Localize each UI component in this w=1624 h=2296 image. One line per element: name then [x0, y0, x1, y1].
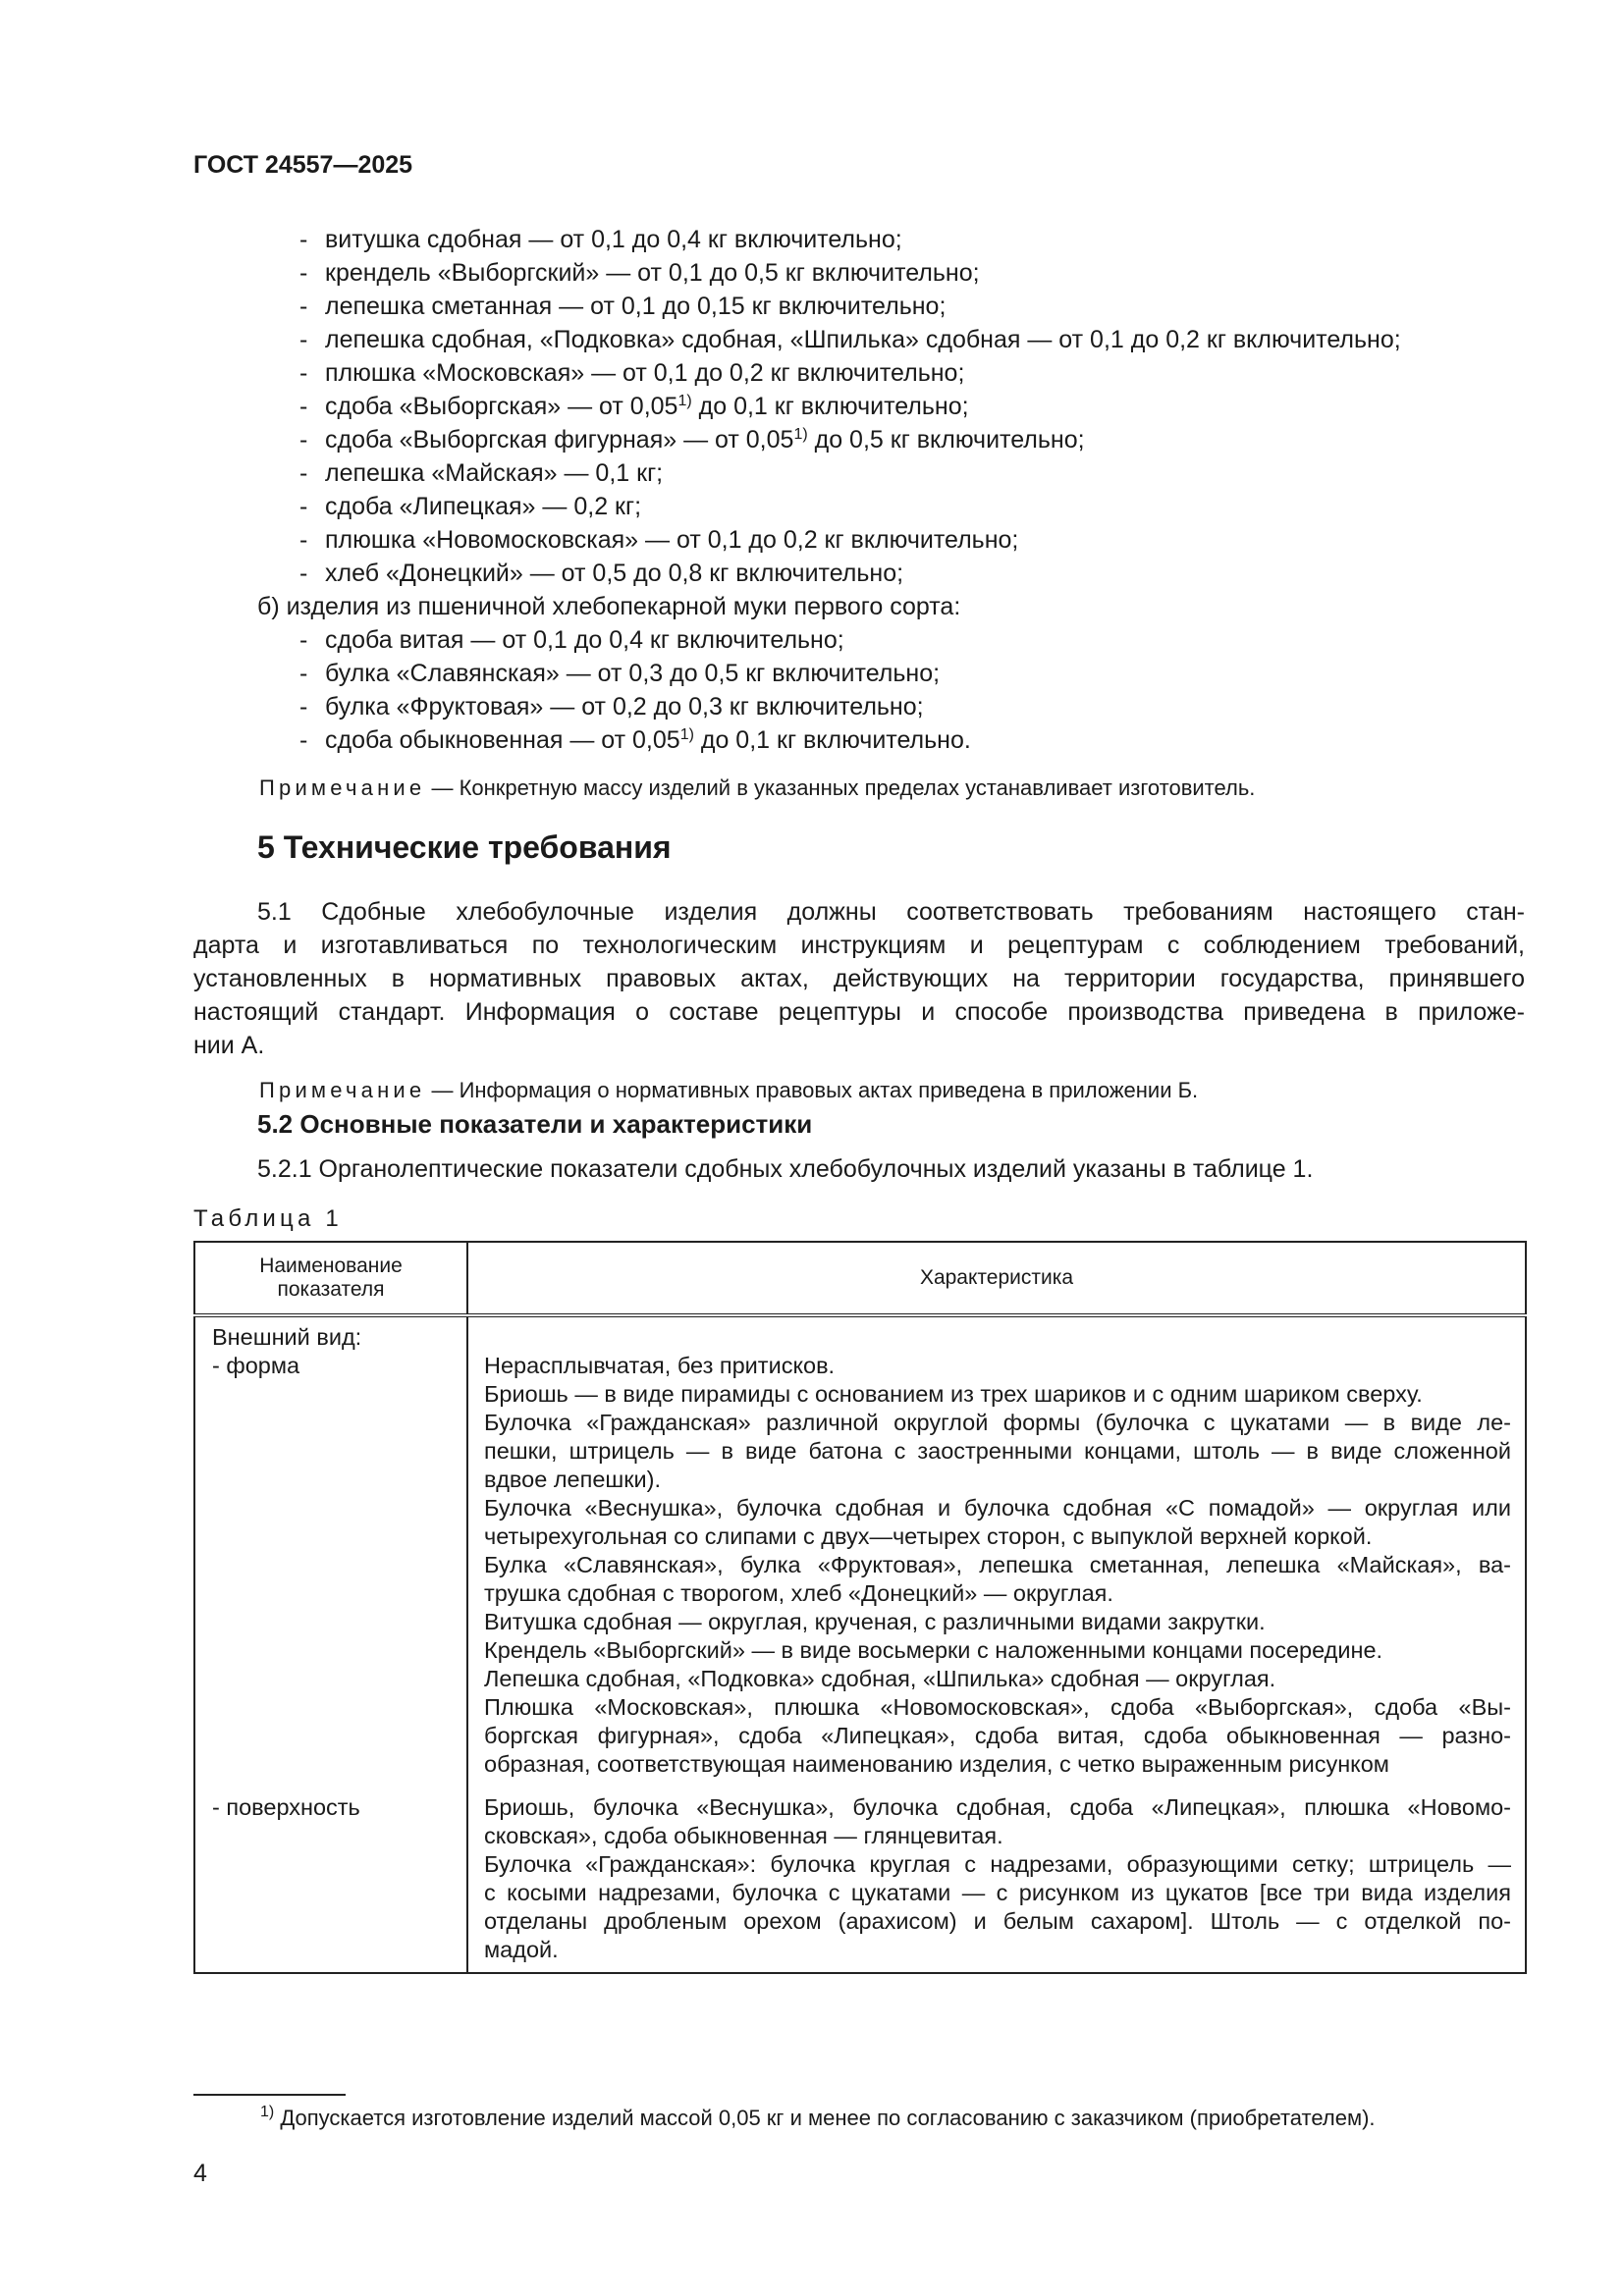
bullet-dash: - — [299, 726, 308, 754]
bullet-dash: - — [299, 426, 308, 454]
list-item — [299, 393, 969, 421]
footnote-mark: 1) — [260, 2104, 275, 2120]
cell-line: Бриошь, булочка «Веснушка», булочка сдобная, сдоба «Липецкая», плюшка «Новомо- — [484, 1794, 1511, 1820]
cell-line: образная, соответствующая наименованию изделия, с четко выраженным рисунком — [484, 1751, 1389, 1777]
table-caption: Таблица 1 — [193, 1205, 343, 1232]
cell-line: трушка сдобная с творогом, хлеб «Донецкий» — округлая. — [484, 1580, 1113, 1606]
bullet-dash: - — [299, 359, 308, 387]
section-5-2-title: 5.2 Основные показатели и характеристики — [257, 1109, 813, 1139]
list-item-text: плюшка «Московская» — от 0,1 до 0,2 кг включительно; — [325, 359, 965, 387]
cell-line: Витушка сдобная — округлая, крученая, с различными видами закрутки. — [484, 1609, 1266, 1634]
note-label: Примечание — [259, 1078, 426, 1102]
paragraph-line: настоящий стандарт. Информация о составе рецептуры и способе производства приведена в приложе- — [193, 998, 1525, 1026]
list-item — [299, 259, 980, 288]
note-1 — [259, 775, 1255, 801]
bullet-dash: - — [299, 393, 308, 420]
list-item — [299, 359, 964, 388]
list-item-text: сдоба обыкновенная — от 0,05 — [325, 726, 680, 754]
cell-line: сковская», сдоба обыкновенная — глянцевитая. — [484, 1823, 1003, 1848]
cell-line: вдвое лепешки). — [484, 1467, 662, 1492]
paragraph-5-1 — [193, 895, 1525, 1062]
document-header: ГОСТ 24557—2025 — [193, 151, 413, 179]
paragraph-5-2-1: 5.2.1 Органолептические показатели сдобных хлебобулочных изделий указаны в таблице 1. — [257, 1155, 1314, 1183]
table-cell-value — [467, 1780, 1526, 1973]
section-5-title: 5 Технические требования — [257, 829, 672, 865]
cell-line: четырехугольная со слипами с двух—четырех сторон, с выпуклой верхней коркой. — [484, 1523, 1373, 1549]
footnote-rule — [193, 2094, 346, 2096]
bullet-dash: - — [299, 526, 308, 554]
table-row — [194, 1315, 1526, 1780]
list-item-text: лепешка сметанная — от 0,1 до 0,15 кг включительно; — [325, 293, 947, 320]
list-item-text: лепешка «Майская» — 0,1 кг; — [325, 459, 664, 487]
note-2 — [259, 1078, 1198, 1103]
table-row — [194, 1780, 1526, 1973]
list-item — [299, 326, 1401, 354]
bullet-dash: - — [299, 293, 308, 320]
list-item-text: до 0,1 кг включительно. — [693, 726, 971, 754]
list-item-text: сдоба витая — от 0,1 до 0,4 кг включительно; — [325, 626, 844, 654]
bullet-dash: - — [299, 459, 308, 487]
list-item — [299, 493, 641, 521]
list-item — [299, 660, 940, 688]
cell-line: Лепешка сдобная, «Подковка» сдобная, «Шпилька» сдобная — округлая. — [484, 1666, 1276, 1691]
list-item — [299, 526, 1018, 555]
cell-line: Плюшка «Московская», плюшка «Новомосковская», сдоба «Выборгская», сдоба «Вы- — [484, 1694, 1511, 1720]
list-item-text: крендель «Выборгский» — от 0,1 до 0,5 кг включительно; — [325, 259, 980, 287]
bullet-dash: - — [299, 493, 308, 520]
list-item-text: витушка сдобная — от 0,1 до 0,4 кг включительно; — [325, 226, 902, 253]
paragraph-line: установленных в нормативных правовых актах, действующих на территории государства, принявшего — [193, 965, 1525, 992]
list-item-text: булка «Фруктовая» — от 0,2 до 0,3 кг включительно; — [325, 693, 924, 721]
list-item-text: лепешка сдобная, «Подковка» сдобная, «Шпилька» сдобная — от 0,1 до 0,2 кг включительно; — [325, 326, 1401, 353]
cell-line: Крендель «Выборгский» — в виде восьмерки с наложенными концами посередине. — [484, 1637, 1383, 1663]
bullet-dash: - — [299, 693, 308, 721]
cell-line: Булка «Славянская», булка «Фруктовая», лепешка сметанная, лепешка «Майская», ва- — [484, 1552, 1511, 1577]
list-item-text: плюшка «Новомосковская» — от 0,1 до 0,2 кг включительно; — [325, 526, 1019, 554]
cell-line: Нерасплывчатая, без притисков. — [484, 1353, 836, 1378]
list-item — [299, 626, 844, 655]
footnote-ref: 1) — [793, 426, 808, 443]
paragraph-line: дарта и изготавливаться по технологическим инструкциям и рецептурам с соблюдением требований, — [193, 932, 1525, 959]
note-text: — Информация о нормативных правовых актах приведена в приложении Б. — [425, 1078, 1199, 1102]
bullet-dash: - — [299, 560, 308, 587]
bullet-dash: - — [299, 259, 308, 287]
cell-line: мадой. — [484, 1937, 559, 1962]
cell-line: отделаны дробленым орехом (арахисом) и белым сахаром]. Штоль — с отделкой по- — [484, 1908, 1511, 1934]
list-item — [299, 226, 902, 254]
cell-line: боргская фигурная», сдоба «Липецкая», сдоба витая, сдоба обыкновенная — разно- — [484, 1723, 1511, 1748]
cell-line: пешки, штрицель — в виде батона с заостренными концами, штоль — в виде сложенной — [484, 1438, 1511, 1464]
note-label: Примечание — [259, 775, 426, 800]
cell-line: Бриошь — в виде пирамиды с основанием из трех шариков и с одним шариком сверху. — [484, 1381, 1423, 1407]
note-text: — Конкретную массу изделий в указанных пределах устанавливает изготовитель. — [425, 775, 1256, 800]
bullet-dash: - — [299, 626, 308, 654]
footnote-ref: 1) — [679, 726, 694, 743]
row-label: - форма — [212, 1353, 300, 1378]
table-cell-value — [467, 1315, 1526, 1780]
page-number: 4 — [193, 2160, 207, 2187]
cell-line: Булочка «Веснушка», булочка сдобная и булочка сдобная «С помадой» — округлая или — [484, 1495, 1511, 1521]
row-label: - поверхность — [212, 1794, 360, 1820]
paragraph-line: 5.1 Сдобные хлебобулочные изделия должны соответствовать требованиям настоящего стан- — [257, 898, 1525, 926]
list-item-text: до 0,5 кг включительно; — [807, 426, 1085, 454]
footnote — [260, 2106, 1376, 2131]
list-item — [299, 426, 1085, 454]
bullet-dash: - — [299, 660, 308, 687]
list-item — [299, 459, 663, 488]
list-item-text: до 0,1 кг включительно; — [691, 393, 969, 420]
table-header-indicator — [194, 1242, 467, 1315]
header-text: показателя — [277, 1278, 385, 1301]
row-group-label: Внешний вид: — [212, 1324, 362, 1350]
list-item — [299, 726, 971, 755]
table-cell-label — [194, 1315, 467, 1780]
list-item-text: сдоба «Выборгская» — от 0,05 — [325, 393, 678, 420]
list-item — [299, 693, 924, 721]
table-header-characteristic: Характеристика — [467, 1242, 1526, 1315]
table-cell-label — [194, 1780, 467, 1973]
list-item — [299, 560, 903, 588]
cell-line: с косыми надрезами, булочка с цукатами — с рисунком из цукатов [все три вида изделия — [484, 1880, 1511, 1905]
list-item-text: булка «Славянская» — от 0,3 до 0,5 кг включительно; — [325, 660, 941, 687]
list-item-text: хлеб «Донецкий» — от 0,5 до 0,8 кг включительно; — [325, 560, 904, 587]
cell-line: Булочка «Гражданская»: булочка круглая с надрезами, образующими сетку; штрицель — — [484, 1851, 1511, 1877]
footnote-text: Допускается изготовление изделий массой 0,05 кг и менее по согласованию с заказчиком (приобретателем). — [274, 2106, 1376, 2130]
paragraph-line: нии А. — [193, 1032, 265, 1059]
cell-line: Булочка «Гражданская» различной округлой формы (булочка с цукатами — в виде ле- — [484, 1410, 1511, 1435]
bullet-dash: - — [299, 226, 308, 253]
list-item — [299, 293, 946, 321]
table-1 — [193, 1241, 1527, 1974]
bullet-dash: - — [299, 326, 308, 353]
group-b-title: б) изделия из пшеничной хлебопекарной муки первого сорта: — [257, 593, 961, 620]
list-item-text: сдоба «Липецкая» — 0,2 кг; — [325, 493, 642, 520]
table-header-row — [194, 1242, 1526, 1315]
header-text: Наименование — [259, 1255, 403, 1277]
list-item-text: сдоба «Выборгская фигурная» — от 0,05 — [325, 426, 794, 454]
footnote-ref: 1) — [677, 393, 692, 409]
